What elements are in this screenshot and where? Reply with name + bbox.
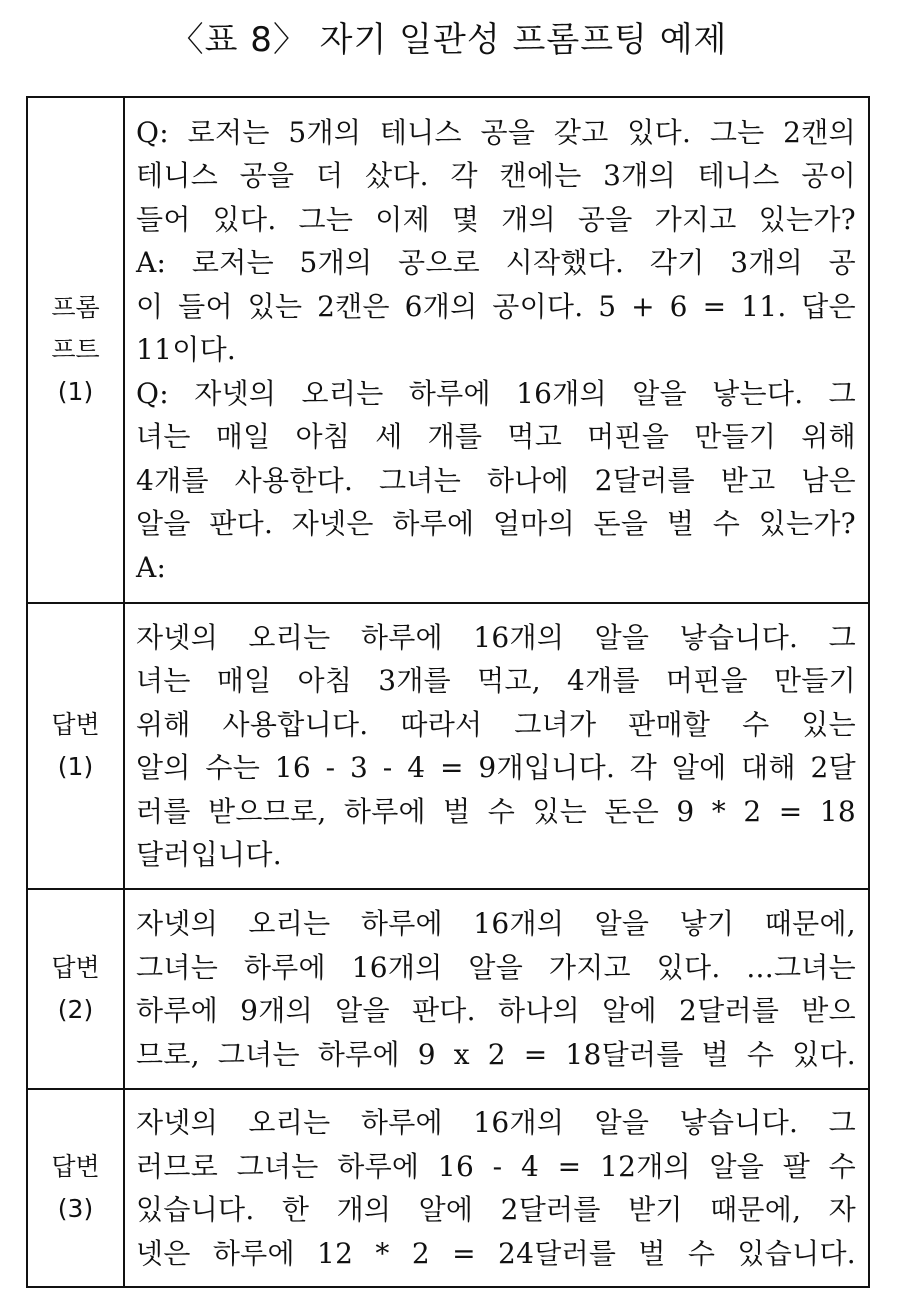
row-label: 프롬 프트 (1) — [27, 97, 124, 603]
example-table — [26, 96, 870, 1288]
table-row — [27, 603, 869, 889]
table-caption: 〈표 8〉 자기 일관성 프롬프팅 예제 — [169, 20, 728, 60]
row-label: 답변 (3) — [27, 1089, 124, 1287]
row-label: 답변 (2) — [27, 889, 124, 1089]
prompt-text: Q: 로저는 5개의 테니스 공을 갖고 있다. 그는 2캔의 테니스 공을 더 샀다. 각 캔에는 3개의 테니스 공이 들어 있다. 그는 이제 몇 개의 공을 가지고 있는가? A: 로저는 5개의 공으로 시작했다. 각기 3개의 공 이 들어 있는 2캔은 6개의 공이다. 5 + 6 = 11. 답은 11이다. Q: 자넷의 오리는 하루에 16개의 알을 낳는다. 그 녀는 매일 아침 세 개를 먹고 머핀을 만들기 위해 4개를 사용한다. 그녀는 하나에 2달러를 받고 남은 알을 판다. 자넷은 하루에 얼마의 돈을 벌 수 있는가? A: — [124, 97, 869, 603]
answer-text: 자넷의 오리는 하루에 16개의 알을 낳기 때문에, 그녀는 하루에 16개의 알을 가지고 있다. ...그녀는 하루에 9개의 알을 판다. 하나의 알에 2달러를 받으 므로, 그녀는 하루에 9 x 2 = 18달러를 벌 수 있다. — [124, 889, 869, 1089]
table-row — [27, 889, 869, 1089]
row-label: 답변 (1) — [27, 603, 124, 889]
table-row — [27, 1089, 869, 1287]
table-row — [27, 97, 869, 603]
answer-text: 자넷의 오리는 하루에 16개의 알을 낳습니다. 그 녀는 매일 아침 3개를 먹고, 4개를 머핀을 만들기 위해 사용합니다. 따라서 그녀가 판매할 수 있는 알의 수는 16 - 3 - 4 = 9개입니다. 각 알에 대해 2달 러를 받으므로, 하루에 벌 수 있는 돈은 9 * 2 = 18 달러입니다. — [124, 603, 869, 889]
answer-text: 자넷의 오리는 하루에 16개의 알을 낳습니다. 그 러므로 그녀는 하루에 16 - 4 = 12개의 알을 팔 수 있습니다. 한 개의 알에 2달러를 받기 때문에, 자 넷은 하루에 12 * 2 = 24달러를 벌 수 있습니다. — [124, 1089, 869, 1287]
